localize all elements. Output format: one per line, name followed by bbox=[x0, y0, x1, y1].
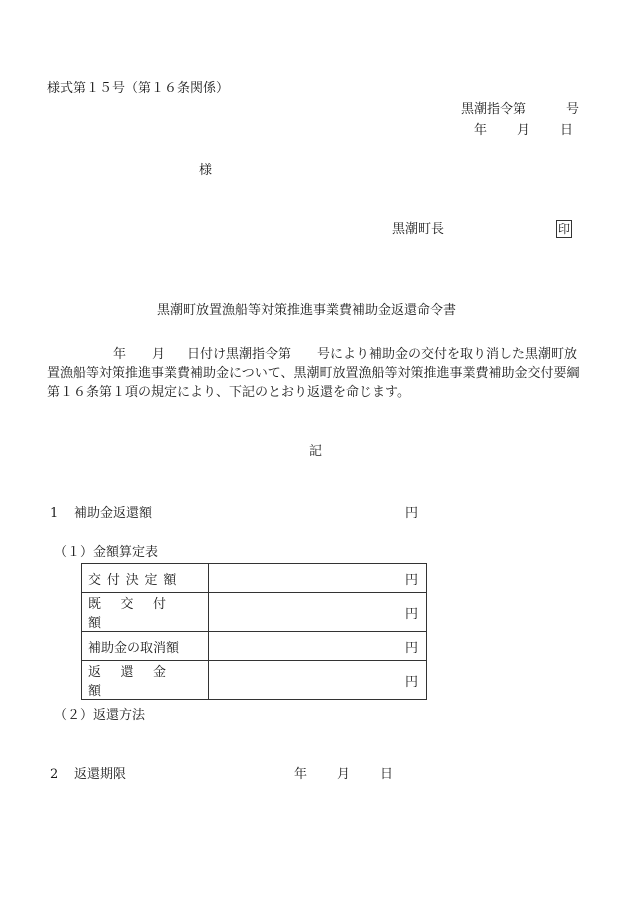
issuer-name: 黒潮町長 bbox=[392, 222, 445, 237]
table-row bbox=[82, 564, 427, 593]
body-day-prefix: 日付け黒潮指令第 bbox=[187, 347, 292, 362]
form-label: 様式第１５号（第１６条関係） bbox=[47, 81, 230, 96]
return-deadline-date bbox=[294, 768, 393, 781]
issue-date bbox=[474, 124, 573, 137]
table-row-label: 補助金の取消額 bbox=[82, 632, 209, 661]
table-row-value: 円 bbox=[209, 564, 427, 593]
issue-date-year: 年 bbox=[474, 123, 488, 138]
item1-number: 1 bbox=[50, 506, 59, 521]
document-title: 黒潮町放置漁船等対策推進事業費補助金返還命令書 bbox=[157, 303, 457, 318]
reference-prefix: 黒潮指令第 bbox=[461, 102, 527, 117]
table-row bbox=[82, 632, 427, 661]
issue-date-day: 日 bbox=[560, 123, 574, 138]
table-row-label: 返還金額 bbox=[82, 661, 209, 700]
table-row-label: 交付決定額 bbox=[82, 564, 209, 593]
ki-heading: 記 bbox=[309, 444, 323, 459]
body-text-rest: 号により補助金の交付を取り消した黒潮町放置漁船等対策推進事業費補助金について、黒潮町放置漁船等対策推進事業費補助金交付要綱第１６条第１項の規定により、下記のとおり返還を命じます。 bbox=[47, 347, 580, 400]
reference-number bbox=[461, 103, 579, 116]
item1-label: 補助金返還額 bbox=[74, 506, 153, 521]
table-row-label: 既交付額 bbox=[82, 593, 209, 632]
issue-date-month: 月 bbox=[517, 123, 531, 138]
table-row-value: 円 bbox=[209, 661, 427, 700]
table-row bbox=[82, 661, 427, 700]
deadline-year: 年 bbox=[294, 767, 308, 782]
item2-label: 返還期限 bbox=[74, 767, 127, 782]
table-row bbox=[82, 593, 427, 632]
item2-number: 2 bbox=[50, 767, 59, 782]
body-year: 年 bbox=[113, 347, 127, 362]
calc-table bbox=[81, 563, 427, 700]
calc-table-heading: （１）金額算定表 bbox=[54, 545, 159, 560]
deadline-month: 月 bbox=[337, 767, 351, 782]
body-paragraph bbox=[47, 345, 587, 402]
addressee-honorific: 様 bbox=[199, 163, 213, 178]
item1-unit: 円 bbox=[405, 506, 419, 521]
reference-suffix: 号 bbox=[566, 102, 580, 117]
table-row-value: 円 bbox=[209, 632, 427, 661]
body-month: 月 bbox=[152, 347, 166, 362]
return-method-heading: （２）返還方法 bbox=[54, 708, 146, 723]
seal-stamp: 印 bbox=[557, 222, 570, 236]
deadline-day: 日 bbox=[380, 767, 394, 782]
table-row-value: 円 bbox=[209, 593, 427, 632]
